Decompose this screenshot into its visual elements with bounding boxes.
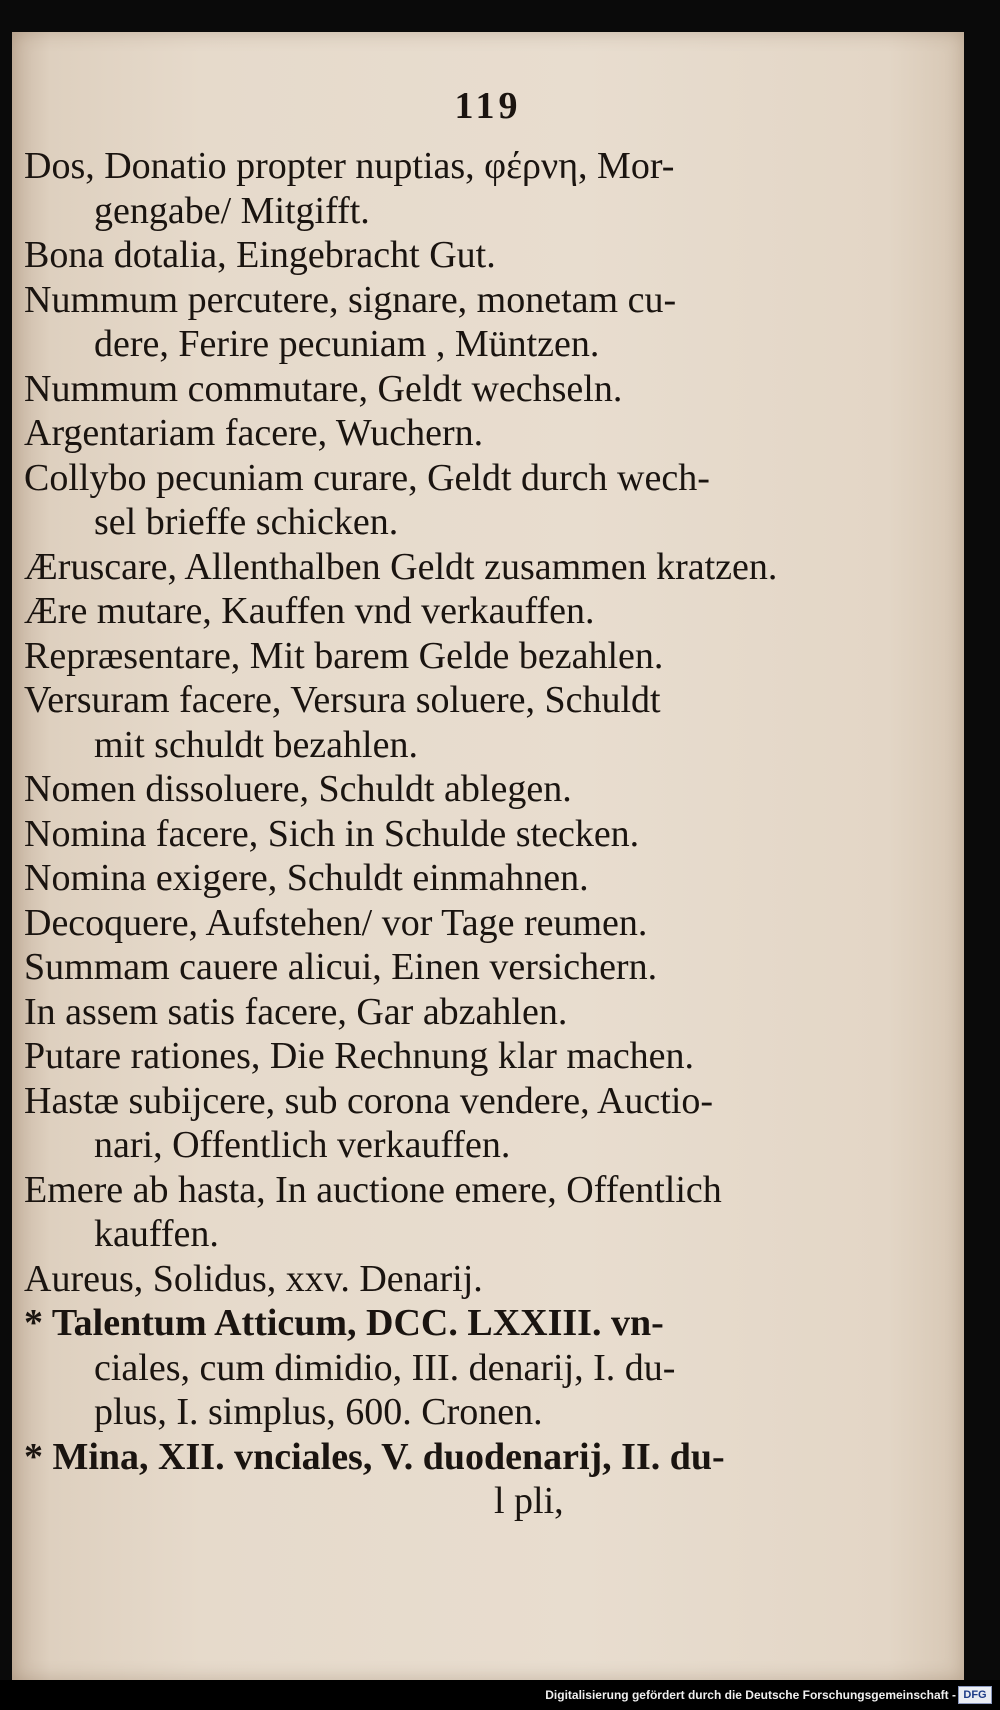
text-line: mit schuldt bezahlen. — [94, 723, 418, 766]
catchword-line: l pli, — [494, 1480, 564, 1522]
text-line: nari, Offentlich verkauffen. — [94, 1124, 511, 1166]
funding-notice: Digitalisierung gefördert durch die Deutsche Forschungsgemeinschaft - — [545, 1688, 956, 1702]
text-block — [24, 144, 944, 1524]
text-line: Nummum percutere, signare, monetam cu- — [24, 278, 677, 321]
text-line: Summam cauere alicui, Einen versichern. — [24, 946, 658, 988]
text-line: Nomina exigere, Schuldt einmahnen. — [24, 857, 589, 899]
text-line: Nummum commutare, Geldt wechseln. — [24, 367, 623, 410]
text-line: Nomen dissoluere, Schuldt ablegen. — [24, 768, 572, 810]
text-line: Versuram facere, Versura soluere, Schuldt — [24, 679, 661, 721]
text-line: In assem satis facere, Gar abzahlen. — [24, 990, 568, 1033]
dfg-logo: DFG — [958, 1686, 992, 1704]
text-line: Collybo pecuniam curare, Geldt durch wech- — [24, 456, 710, 499]
footer-bar — [0, 1680, 1000, 1710]
text-line: Nomina facere, Sich in Schulde stecken. — [24, 812, 640, 855]
page-number: 119 — [454, 85, 522, 127]
text-line: Putare rationes, Die Rechnung klar machen. — [24, 1035, 695, 1077]
text-line: Argentariam facere, Wuchern. — [24, 412, 484, 454]
text-line: Hastæ subijcere, sub corona vendere, Auctio- — [24, 1079, 714, 1122]
text-line: Emere ab hasta, In auctione emere, Offentlich — [24, 1168, 722, 1211]
text-line: gengabe/ Mitgifft. — [94, 189, 370, 232]
text-line: Repræsentare, Mit barem Gelde bezahlen. — [24, 634, 664, 677]
text-line: kauffen. — [94, 1213, 219, 1255]
text-line: Aureus, Solidus, xxv. Denarij. — [24, 1257, 483, 1300]
text-line: Æruscare, Allenthalben Geldt zusammen kratzen. — [24, 545, 778, 588]
text-line: Decoquere, Aufstehen/ vor Tage reumen. — [24, 901, 648, 944]
text-line: * Mina, XII. vnciales, V. duodenarij, II. du- — [24, 1435, 725, 1478]
text-line: plus, I. simplus, 600. Cronen. — [94, 1391, 543, 1433]
text-line: Ære mutare, Kauffen vnd verkauffen. — [24, 590, 595, 632]
text-line: Dos, Donatio propter nuptias, φέρνη, Mor- — [24, 145, 675, 187]
book-page — [12, 32, 964, 1680]
text-line: Bona dotalia, Eingebracht Gut. — [24, 234, 496, 276]
text-line: * Talentum Atticum, DCC. LXXIII. vn- — [24, 1302, 664, 1344]
text-line: ciales, cum dimidio, III. denarij, I. du- — [94, 1346, 676, 1389]
text-line: sel brieffe schicken. — [94, 501, 399, 543]
text-line: dere, Ferire pecuniam , Müntzen. — [94, 323, 600, 365]
